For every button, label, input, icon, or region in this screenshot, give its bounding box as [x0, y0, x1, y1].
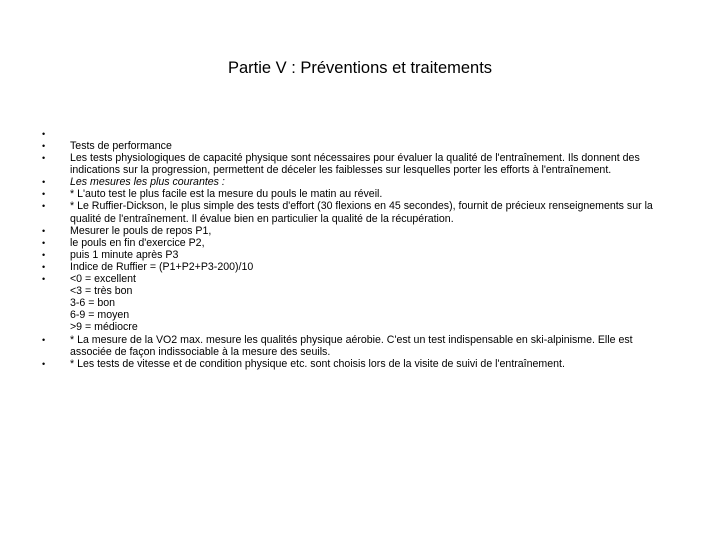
bullet-index-scale	[42, 273, 672, 333]
bullet-ruffier-index: • Indice de Ruffier = (P1+P2+P3-200)/10	[42, 261, 672, 273]
scale-mediocre: >9 = médiocre	[70, 321, 138, 334]
scale-tres-bon: <3 = très bon	[70, 285, 133, 298]
bullet-ruffier-dickson: • * Le Ruffier-Dickson, le plus simple des tests d'effort (30 flexions en 45 secondes), fournit de précieux renseignements sur la qualité de l'entraînement. Il évalue bien en particulier la qualité de la récupération.	[42, 200, 672, 224]
bullet-speed-tests: • * Les tests de vitesse et de condition physique etc. sont choisis lors de la visite de suivi de l'entraînement.	[42, 358, 672, 370]
bullet-empty	[42, 128, 672, 140]
slide-title: Partie V : Préventions et traitements	[227, 59, 493, 77]
bullet-measure-p1: • Mesurer le pouls de repos P1,	[42, 225, 672, 237]
bullet-measure-p2: • le pouls en fin d'exercice P2,	[42, 237, 672, 249]
scale-moyen: 6-9 = moyen	[70, 309, 130, 322]
bullet-pulse-test: • * L'auto test le plus facile est la mesure du pouls le matin au réveil.	[42, 188, 672, 200]
bullet-vo2max: • * La mesure de la VO2 max. mesure les qualités physique aérobie. C'est un test indispensable en ski-alpinisme. Elle est associée de façon indissociable à la mesure des seuils.	[42, 334, 672, 358]
bullet-intro-paragraph: • Les tests physiologiques de capacité physique sont nécessaires pour évaluer la qualité de l'entraînement. Ils donnent des indications sur la progression, permettent de déceler les faiblesses sur lesquelles porter les efforts à l'entraînement.	[42, 152, 672, 176]
bullet-section-heading: • Tests de performance	[42, 140, 672, 152]
scale-bon: 3-6 = bon	[70, 297, 116, 310]
scale-excellent: • <0 = excellent	[70, 273, 136, 286]
bullet-list	[42, 128, 672, 370]
bullet-measure-p3: • puis 1 minute après P3	[42, 249, 672, 261]
bullet-subheading: • Les mesures les plus courantes :	[42, 176, 672, 188]
